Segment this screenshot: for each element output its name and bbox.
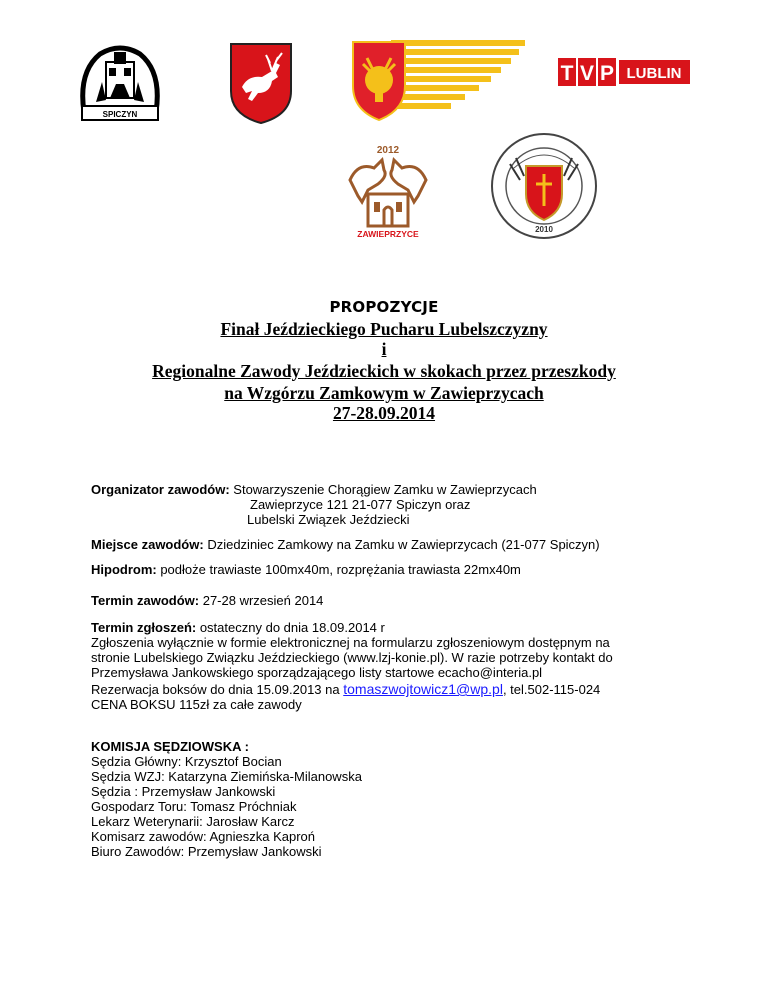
hipodrom-label: Hipodrom:	[91, 562, 157, 577]
judges-title: KOMISJA SĘDZIOWSKA :	[91, 739, 249, 754]
place-value: Dziedziniec Zamkowy na Zamku w Zawieprzycach (21-077 Spiczyn)	[203, 537, 600, 552]
termin-value: 27-28 wrzesień 2014	[199, 593, 324, 608]
registration-text-1: Zgłoszenia wyłącznie w formie elektronicznej na formularzu zgłoszeniowym dostępnym na	[91, 635, 610, 650]
title-line-3: Regionalne Zawody Jeździeckich w skokach przez przeszkody	[152, 361, 616, 381]
place-label: Miejsce zawodów:	[91, 537, 204, 552]
judge-item: Sędzia : Przemysław Jankowski	[91, 784, 276, 799]
organizer-address: Zawieprzyce 121 21-077 Spiczyn oraz	[250, 497, 471, 512]
lubelskie-coat-of-arms	[228, 41, 294, 125]
judge-item: Biuro Zawodów: Przemysław Jankowski	[91, 844, 322, 859]
organizer-federation: Lubelski Związek Jeździecki	[247, 512, 410, 527]
event-date: 27-28.09.2014	[332, 403, 436, 423]
judge-item: Sędzia WZJ: Katarzyna Ziemińska-Milanowska	[91, 769, 362, 784]
judges-section	[91, 739, 711, 859]
registration-deadline: ostateczny do dnia 18.09.2014 r	[196, 620, 385, 635]
judge-item: Lekarz Weterynarii: Jarosław Karcz	[91, 814, 295, 829]
judge-item: Gospodarz Toru: Tomasz Próchniak	[91, 799, 297, 814]
title-line-1: Finał Jeździeckiego Pucharu Lubelszczyzny	[220, 319, 548, 339]
registration-section	[91, 620, 711, 712]
tvp-lublin-logo	[558, 58, 690, 86]
termin-section	[91, 593, 711, 608]
svg-text:2010: 2010	[535, 225, 553, 234]
document-label: PROPOZYCJE	[329, 298, 439, 316]
zawieprzyce-2012-logo	[338, 140, 438, 240]
registration-label: Termin zgłoszeń:	[91, 620, 197, 635]
round-seal-logo	[490, 132, 598, 240]
svg-text:P: P	[599, 62, 615, 85]
hipodrom-section	[91, 562, 711, 577]
svg-text:2012: 2012	[376, 145, 400, 156]
organizer-label: Organizator zawodów:	[91, 482, 230, 497]
place-section	[91, 537, 711, 552]
svg-text:SPICZYN: SPICZYN	[102, 110, 138, 119]
svg-text:V: V	[579, 62, 595, 85]
svg-text:T: T	[560, 62, 574, 85]
organizer-value: Stowarzyszenie Chorągiew Zamku w Zawieprzycach	[229, 482, 537, 497]
judge-item: Sędzia Główny: Krzysztof Bocian	[91, 754, 282, 769]
svg-text:ZAWIEPRZYCE: ZAWIEPRZYCE	[357, 229, 419, 239]
organizer-section	[91, 482, 711, 497]
yellow-banner-logo	[351, 40, 525, 122]
title-line-2: i	[381, 339, 387, 359]
boxes-reservation: Rezerwacja boksów do dnia 15.09.2013 na tomaszwojtowicz1@wp.pl, tel.502-115-024	[91, 681, 601, 697]
email-link[interactable]: tomaszwojtowicz1@wp.pl	[343, 681, 503, 697]
svg-text:LUBLIN: LUBLIN	[626, 65, 682, 82]
registration-text-3: Przemysława Jankowskiego sporządzającego listy startowe ecacho@interia.pl	[91, 665, 543, 680]
judge-item: Komisarz zawodów: Agnieszka Kaproń	[91, 829, 316, 844]
hipodrom-value: podłoże trawiaste 100mx40m, rozprężania trawiasta 22mx40m	[156, 562, 521, 577]
box-price: CENA BOKSU 115zł za całe zawody	[91, 697, 302, 712]
spiczyn-seal-logo	[76, 42, 164, 124]
registration-text-2: stronie Lubelskiego Związku Jeździeckiego (www.lzj-konie.pl). W razie potrzeby kontakt do	[91, 650, 613, 665]
termin-label: Termin zawodów:	[91, 593, 200, 608]
title-line-4: na Wzgórzu Zamkowym w Zawieprzycach	[224, 383, 544, 403]
